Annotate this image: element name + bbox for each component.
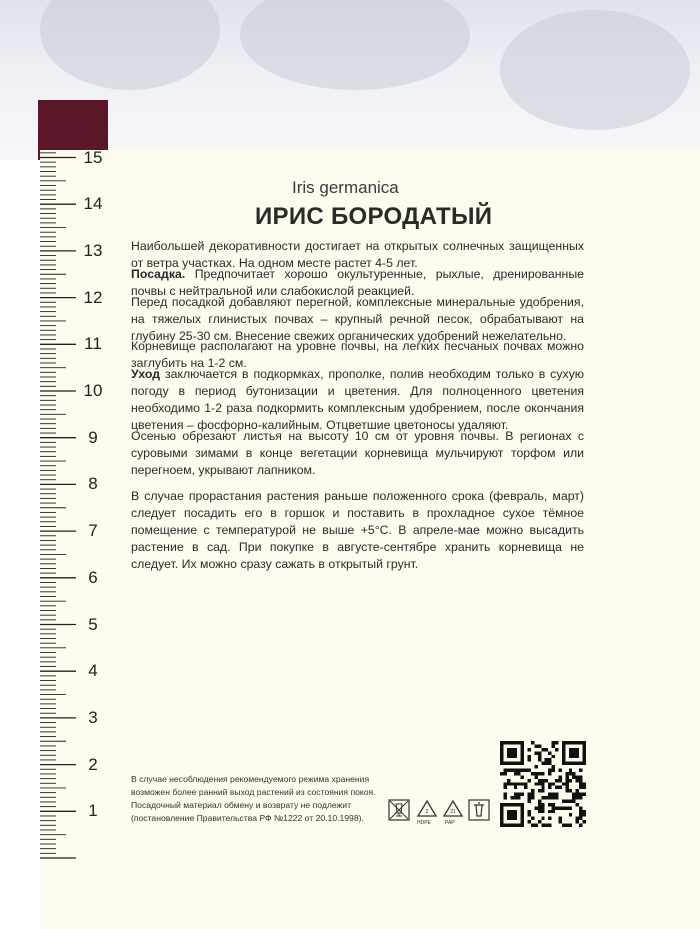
qr-module: [579, 782, 582, 785]
qr-module: [531, 796, 534, 799]
qr-module: [548, 810, 551, 813]
qr-module: [558, 779, 561, 782]
qr-module: [548, 758, 551, 761]
qr-module: [548, 803, 551, 806]
qr-module: [528, 810, 531, 813]
qr-module: [531, 772, 534, 775]
qr-module: [565, 824, 568, 827]
qr-module: [576, 775, 579, 778]
qr-module: [576, 796, 579, 799]
qr-module: [507, 810, 517, 820]
qr-module: [583, 813, 586, 816]
qr-module: [579, 769, 582, 772]
pap-label: PAP: [445, 820, 455, 826]
qr-module: [510, 782, 513, 785]
care-paragraph: [131, 366, 584, 434]
qr-module: [538, 782, 541, 785]
qr-module: [521, 793, 524, 796]
qr-module: [565, 775, 568, 778]
qr-module: [576, 789, 579, 792]
qr-module: [541, 786, 544, 789]
planting-label: Посадка.: [131, 267, 186, 281]
qr-module: [548, 796, 551, 799]
qr-module: [572, 793, 575, 796]
bag-fold: [500, 10, 690, 130]
qr-module: [534, 765, 537, 768]
qr-module: [545, 762, 548, 765]
qr-module: [552, 744, 555, 747]
qr-module: [569, 824, 572, 827]
qr-module: [521, 775, 524, 778]
qr-module: [514, 782, 517, 785]
qr-module: [534, 824, 537, 827]
qr-module: [503, 786, 506, 789]
qr-module: [576, 820, 579, 823]
qr-module: [538, 751, 541, 754]
qr-module: [583, 786, 586, 789]
qr-module: [565, 799, 568, 802]
hdpe-code: 2: [425, 809, 429, 815]
qr-module: [531, 741, 534, 744]
qr-module: [517, 769, 520, 772]
qr-module: [579, 806, 582, 809]
qr-module: [538, 810, 541, 813]
qr-module: [569, 806, 572, 809]
qr-module: [528, 779, 531, 782]
qr-module: [555, 793, 558, 796]
planting-text: Предпочитает хорошо окультуренные, рыхлые, дренированные почвы с нейтральной или слабокислой реакцией.: [131, 267, 584, 298]
qr-module: [565, 806, 568, 809]
care-label: Уход: [131, 367, 161, 381]
qr-module: [538, 772, 541, 775]
qr-module: [558, 817, 561, 820]
ruler-number: 5: [88, 614, 98, 634]
qr-module: [576, 793, 579, 796]
qr-module: [558, 820, 561, 823]
qr-module: [528, 748, 531, 751]
recycle-hdpe-icon: [416, 799, 438, 821]
qr-module: [565, 772, 568, 775]
qr-module: [507, 779, 510, 782]
qr-module: [562, 782, 565, 785]
qr-module: [565, 789, 568, 792]
qr-module: [531, 817, 534, 820]
qr-module: [548, 762, 551, 765]
qr-module: [507, 748, 517, 758]
qr-module: [579, 817, 582, 820]
rhizome-paragraph: Корневище располагают на уровне почвы, на легких песчаных почвах можно заглубить на 1-2 см.: [131, 339, 584, 370]
qr-module: [579, 793, 582, 796]
qr-module: [569, 789, 572, 792]
qr-module: [538, 789, 541, 792]
packaging-background: [0, 0, 700, 160]
qr-module: [510, 796, 513, 799]
qr-module: [517, 796, 520, 799]
qr-module: [514, 772, 517, 775]
qr-module: [528, 813, 531, 816]
qr-module: [514, 786, 517, 789]
qr-module: [545, 796, 548, 799]
autumn-paragraph: Осенью обрезают листья на высоту 10 см от уровня почвы. В регионах с суровыми зимами в конце вегетации корневища мульчируют торфом или перегноем, укрывают лапником.: [131, 429, 584, 477]
qr-module: [503, 782, 506, 785]
qr-module: [562, 824, 565, 827]
qr-module: [552, 769, 555, 772]
pap-code: 21: [450, 809, 456, 815]
footer-line-1: В случае несоблюдения рекомендуемого режима хранения: [131, 774, 370, 784]
qr-module: [531, 789, 534, 792]
qr-module: [528, 769, 531, 772]
qr-module: [552, 765, 555, 768]
qr-module: [517, 793, 520, 796]
qr-module: [572, 796, 575, 799]
qr-module: [552, 782, 555, 785]
qr-module: [528, 796, 531, 799]
qr-module: [583, 793, 586, 796]
qr-module: [558, 786, 561, 789]
qr-module: [552, 810, 555, 813]
qr-module: [545, 748, 548, 751]
qr-module: [579, 779, 582, 782]
qr-module: [541, 810, 544, 813]
qr-module: [558, 769, 561, 772]
qr-module: [500, 772, 503, 775]
no-glass-icon: [388, 799, 410, 821]
qr-code-icon: [500, 741, 586, 827]
ruler-number: 9: [88, 427, 98, 447]
qr-module: [548, 824, 551, 827]
qr-module: [562, 806, 565, 809]
ruler-number: 15: [83, 147, 103, 167]
qr-module: [541, 817, 544, 820]
qr-module: [583, 782, 586, 785]
qr-module: [569, 779, 572, 782]
qr-module: [548, 793, 551, 796]
qr-module: [576, 779, 579, 782]
qr-module: [531, 793, 534, 796]
qr-module: [541, 806, 544, 809]
qr-module: [569, 769, 572, 772]
qr-module: [569, 772, 572, 775]
qr-module: [507, 782, 510, 785]
footer-line-3: Посадочный материал обмену и возврату не подлежит: [131, 800, 352, 810]
qr-module: [555, 779, 558, 782]
care-text: заключается в подкормках, прополке, полив необходим только в сухую погоду в период бутонизации и цветения. Для полноценного цветения необходимо 1-2 раза подкормить комплексным удобрением, после окончания цветения – фосфорно-калийным. Отцветшие цветоносы удаляют.: [131, 367, 584, 432]
qr-module: [521, 769, 524, 772]
bag-fold: [40, 0, 220, 90]
qr-module: [514, 769, 517, 772]
qr-module: [538, 806, 541, 809]
qr-module: [528, 755, 531, 758]
ruler-number: 4: [88, 661, 98, 681]
recycle-pap-icon: [442, 799, 464, 821]
before-planting-paragraph: Перед посадкой добавляют перегной, комплексные минеральные удобрения, на тяжелых глинистых почвах – крупный речной песок, обрабатывают на глубину 25-30 см. Внесение свежих органических удобрений нежелательно.: [131, 295, 584, 343]
qr-module: [565, 779, 568, 782]
qr-module: [552, 793, 555, 796]
qr-module: [569, 799, 572, 802]
ruler-number: 7: [88, 521, 98, 541]
qr-module: [541, 782, 544, 785]
qr-module: [514, 793, 517, 796]
ruler-number: 3: [88, 707, 98, 727]
qr-module: [548, 782, 551, 785]
qr-module: [579, 824, 582, 827]
early-sprouting-paragraph: В случае прорастания растения раньше положенного срока (февраль, март) следует посадить его в горшок и поставить в прохладное сухое тёмное помещение с температурой не выше +5°С. В апреле-мае можно высадить растение в сад. При покупке в августе-сентябре хранить корневища не следует. Их можно сразу сажать в открытый грунт.: [131, 489, 584, 571]
qr-module: [538, 779, 541, 782]
qr-module: [528, 820, 531, 823]
ruler-number: 2: [88, 754, 98, 774]
qr-module: [552, 803, 555, 806]
qr-module: [503, 772, 506, 775]
qr-module: [538, 744, 541, 747]
qr-module: [548, 786, 551, 789]
qr-module: [545, 758, 548, 761]
qr-module: [572, 772, 575, 775]
bag-fold: [240, 0, 470, 90]
qr-module: [524, 782, 527, 785]
qr-module: [555, 786, 558, 789]
qr-module: [538, 755, 541, 758]
qr-module: [541, 824, 544, 827]
product-title: ИРИС БОРОДАТЫЙ: [255, 203, 493, 230]
qr-module: [521, 782, 524, 785]
qr-module: [579, 810, 582, 813]
qr-module: [562, 799, 565, 802]
qr-module: [583, 820, 586, 823]
qr-module: [579, 813, 582, 816]
qr-module: [548, 769, 551, 772]
latin-name: Iris germanica: [292, 178, 399, 197]
ruler-number: 10: [83, 381, 103, 400]
qr-module: [538, 820, 541, 823]
qr-module: [558, 775, 561, 778]
qr-module: [576, 803, 579, 806]
qr-module: [579, 796, 582, 799]
ruler-number: 11: [84, 334, 102, 354]
qr-module: [569, 748, 579, 758]
qr-module: [514, 796, 517, 799]
qr-module: [528, 793, 531, 796]
qr-module: [538, 758, 541, 761]
qr-module: [528, 758, 531, 761]
qr-module: [555, 806, 558, 809]
qr-module: [538, 803, 541, 806]
qr-module: [531, 824, 534, 827]
ruler-number: 14: [83, 194, 103, 214]
qr-module: [541, 796, 544, 799]
qr-module: [576, 817, 579, 820]
qr-module: [534, 775, 537, 778]
qr-module: [545, 779, 548, 782]
qr-module: [524, 786, 527, 789]
qr-module: [503, 793, 506, 796]
ruler-number: 6: [88, 567, 98, 587]
qr-module: [528, 799, 531, 802]
ruler-number: 13: [83, 240, 103, 260]
ruler-number: 1: [88, 801, 98, 821]
qr-module: [579, 775, 582, 778]
qr-module: [565, 786, 568, 789]
qr-module: [534, 744, 537, 747]
qr-module: [510, 769, 513, 772]
qr-module: [548, 772, 551, 775]
hdpe-label: HDPE: [417, 820, 431, 826]
intro-paragraph: Наибольшей декоративности достигает на открытых солнечных защищенных от ветра участках. На одном месте растет 4-5 лет.: [131, 239, 584, 270]
qr-module: [565, 782, 568, 785]
qr-module: [538, 799, 541, 802]
qr-module: [569, 813, 572, 816]
qr-module: [552, 741, 555, 744]
qr-module: [558, 806, 561, 809]
qr-module: [552, 796, 555, 799]
qr-module: [548, 751, 551, 754]
ruler-number: 12: [83, 287, 103, 307]
qr-module: [541, 748, 544, 751]
qr-module: [534, 772, 537, 775]
qr-module: [545, 824, 548, 827]
qr-module: [572, 775, 575, 778]
qr-module: [541, 772, 544, 775]
qr-module: [541, 779, 544, 782]
qr-module: [572, 799, 575, 802]
qr-module: [552, 806, 555, 809]
qr-module: [541, 789, 544, 792]
qr-module: [534, 782, 537, 785]
footer-line-2: возможен более ранний выход растений из состояния покоя.: [131, 787, 376, 797]
qr-module: [534, 751, 537, 754]
ruler-number: 8: [88, 474, 98, 494]
qr-module: [583, 810, 586, 813]
qr-module: [507, 769, 510, 772]
qr-module: [552, 755, 555, 758]
qr-module: [548, 817, 551, 820]
qr-module: [517, 782, 520, 785]
qr-module: [541, 762, 544, 765]
qr-module: [534, 806, 537, 809]
trash-bin-icon: [468, 799, 490, 821]
qr-module: [524, 769, 527, 772]
qr-module: [555, 741, 558, 744]
qr-module: [541, 803, 544, 806]
qr-module: [503, 769, 506, 772]
qr-module: [503, 796, 506, 799]
footer-line-4: (постановление Правительства РФ №1222 от 20.10.1998).: [131, 813, 364, 823]
qr-module: [579, 786, 582, 789]
qr-module: [555, 796, 558, 799]
qr-module: [517, 772, 520, 775]
qr-module: [555, 748, 558, 751]
